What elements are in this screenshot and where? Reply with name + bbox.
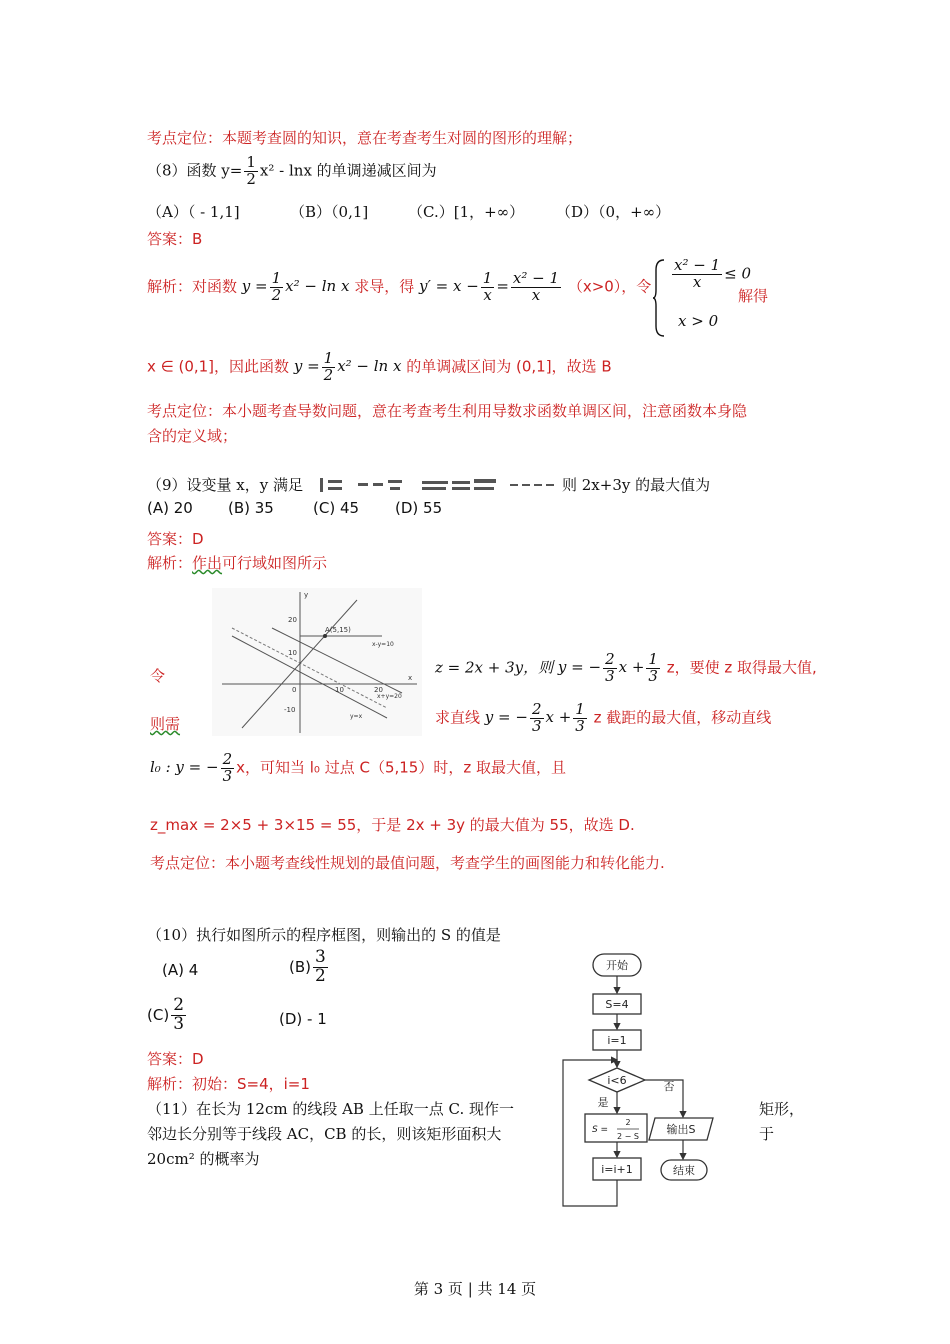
- q10-opt-b-den: 2: [315, 965, 326, 986]
- q8-sol-frac1-num: 1: [482, 269, 493, 287]
- q8-sol-func-frac-num: 1: [271, 269, 282, 287]
- q9-stem-prefix: （9）设变量 x，y 满足: [147, 476, 304, 494]
- q9-seek-frac1-num: 2: [531, 700, 542, 718]
- flow-yes-label: 是: [597, 1096, 609, 1109]
- q8-answer: 答案：B: [147, 230, 203, 248]
- q10-answer: 答案：D: [147, 1050, 204, 1068]
- point-a: [323, 634, 327, 638]
- q8-stem-suffix: x² - lnx 的单调递减区间为: [259, 161, 437, 180]
- q8-sol-func-frac-den: 2: [271, 285, 282, 304]
- flow-incr-text: i=i+1: [601, 1163, 633, 1176]
- q9-l0-line: [150, 752, 566, 785]
- flow-no-label: 否: [663, 1080, 675, 1093]
- graph-line3-label: y=x: [350, 713, 363, 720]
- q10-stem: （10）执行如图所示的程序框图，则输出的 S 的值是: [147, 926, 501, 944]
- q9-seek-line: [435, 702, 771, 735]
- q9-option-b: (B) 35: [228, 499, 274, 517]
- q9-option-c: (C) 45: [313, 499, 360, 517]
- q8-solution-line2: [147, 351, 612, 384]
- q8-option-d: （D）（0，+∞）: [556, 203, 671, 221]
- q8-system-num: x² − 1: [674, 256, 721, 274]
- q10-flowchart: [555, 950, 755, 1212]
- q10-opt-c-label: (C): [147, 1005, 170, 1024]
- feasible-region-svg: [212, 588, 422, 736]
- q9-seek-frac2-num: 1: [575, 700, 585, 718]
- q11-line3: 20cm² 的概率为: [147, 1150, 260, 1168]
- page-footer: 第 3 页 | 共 14 页: [413, 1280, 537, 1298]
- q9-seek-frac1-den: 3: [531, 716, 542, 735]
- q10-opt-b-num: 3: [315, 947, 326, 967]
- q8-frac-den: 2: [246, 169, 256, 188]
- brace-icon: [652, 258, 666, 338]
- q8-system-den: x: [692, 272, 702, 291]
- q8-system: [652, 256, 752, 338]
- blurred-constraints-image: [318, 474, 558, 496]
- q9-l0-b: x，可知当 l₀ 过点 C（5,15）时，z 取最大值，且: [236, 758, 566, 777]
- graph-y20: 20: [288, 616, 297, 624]
- q8-system-line2: x > 0: [678, 312, 719, 330]
- graph-x20: 20: [374, 686, 383, 694]
- q8-sol2-d: 的单调减区间为 (0,1]，故选 B: [406, 357, 612, 376]
- q8-point-note-1: 考点定位：本小题考查导数问题，意在考查考生利用导数求函数单调区间，注意函数本身隐: [147, 402, 748, 420]
- flow-start-text: 开始: [606, 959, 628, 972]
- q9-stem-suffix: 则 2x+3y 的最大值为: [562, 476, 711, 494]
- q10-option-c: [147, 997, 188, 1034]
- q9-z-line-c: x +: [618, 658, 645, 677]
- q8-sol-prefix: 解析：对函数: [147, 277, 238, 296]
- q9-l0-a: l₀ : y = −: [150, 758, 219, 777]
- q8-system-rel: ≤ 0: [724, 264, 752, 283]
- q9-seek-b: y = −: [484, 708, 528, 727]
- q8-sol2-frac-num: 1: [323, 349, 334, 367]
- q9-let-word: 令: [150, 667, 166, 685]
- q9-sol-intro-c: 可行域如图所示: [222, 554, 328, 572]
- q9-sol-intro-b: 作出: [192, 554, 223, 572]
- q10-option-a: (A) 4: [162, 961, 199, 979]
- q8-frac-num: 1: [246, 153, 256, 171]
- q9-point-note: 考点定位：本小题考查线性规划的最值问题，考查学生的画图能力和转化能力.: [150, 854, 665, 872]
- q10-option-b: [289, 949, 330, 986]
- q10-opt-c-den: 3: [173, 1013, 185, 1034]
- q8-sol-solve: 解得: [738, 287, 769, 305]
- q9-seek-a: 求直线: [435, 708, 481, 727]
- q10-option-d: (D) - 1: [279, 1010, 327, 1028]
- graph-line2-label: x+y=20: [377, 693, 402, 700]
- q11-line2-tail: 于: [759, 1125, 775, 1143]
- q8-option-b: （B）（0,1]: [290, 203, 369, 221]
- graph-origin: 0: [292, 686, 297, 694]
- q8-sol2-c: x² − ln x: [337, 357, 402, 376]
- q11-line1-tail: 矩形，: [759, 1100, 805, 1118]
- flow-output-text: 输出S: [666, 1123, 696, 1136]
- q9-then-word-text: 则需: [150, 715, 181, 733]
- q9-l0-frac-den: 3: [222, 766, 233, 785]
- q8-sol-deriv: y′ = x −: [419, 277, 479, 296]
- q9-solution-intro: [147, 552, 327, 573]
- q9-z-frac2-num: 1: [648, 650, 658, 668]
- q9-z-frac1-num: 2: [605, 650, 615, 668]
- flowchart-svg: [555, 950, 755, 1212]
- q9-answer: 答案：D: [147, 530, 204, 548]
- flow-s-init-text: S=4: [605, 998, 629, 1011]
- q8-option-c: （C.）[1，+∞）: [408, 203, 525, 221]
- flow-assign-lhs: S =: [591, 1125, 609, 1135]
- q10-opt-c-num: 2: [173, 995, 185, 1015]
- q8-sol-cond: （x>0），令: [567, 277, 652, 296]
- flow-end-text: 结束: [673, 1164, 695, 1177]
- q9-zmax-line: z_max = 2×5 + 3×15 = 55，于是 2x + 3y 的最大值为 55，故选 D.: [150, 816, 635, 834]
- flow-cond-text: i<6: [607, 1074, 627, 1087]
- q9-z-line: [435, 652, 817, 685]
- q8-sol2-a: x ∈ (0,1]，因此函数: [147, 357, 290, 376]
- q8-sol2-b: y =: [293, 357, 320, 376]
- graph-x10: 10: [335, 686, 344, 694]
- q8-option-a: （A）（ - 1,1]: [147, 203, 240, 221]
- q7-point-note: 考点定位：本题考查圆的知识，意在考查考生对圆的图形的理解；: [147, 129, 583, 147]
- q9-then-word: [150, 713, 180, 734]
- q10-opt-b-label: (B): [289, 957, 311, 976]
- q9-seek-d: z 截距的最大值，移动直线: [593, 708, 772, 727]
- q8-sol-func-b: x² − ln x: [285, 277, 350, 296]
- q9-z-line-d: z，要使 z 取得最大值,: [666, 658, 817, 677]
- q8-solution-line1: [147, 271, 651, 304]
- q9-feasible-region-graph: [212, 588, 422, 736]
- q9-seek-frac2-den: 3: [575, 716, 585, 735]
- q9-z-line-a: z = 2x + 3y，则: [435, 658, 554, 677]
- q11-line1: （11）在长为 12cm 的线段 AB 上任取一点 C. 现作一: [147, 1100, 514, 1118]
- q9-constraint-image: [318, 474, 558, 496]
- q8-sol-frac2-num: x² − 1: [512, 269, 560, 287]
- graph-y-label: y: [304, 591, 309, 599]
- q9-seek-c: x +: [545, 708, 572, 727]
- q8-sol2-frac-den: 2: [323, 365, 334, 384]
- q9-z-frac1-den: 3: [605, 666, 615, 685]
- q8-sol-func-a: y =: [241, 277, 268, 296]
- q8-sol-frac2-den: x: [531, 285, 541, 304]
- q9-sol-intro: 解析：: [147, 554, 193, 572]
- graph-yneg10: -10: [284, 706, 296, 714]
- q8-sol-eq: =: [496, 277, 509, 296]
- graph-point-a-label: A(5,15): [325, 626, 351, 634]
- q8-stem: [147, 155, 437, 188]
- q9-option-a: (A) 20: [147, 499, 193, 517]
- q10-solution: 解析：初始：S=4，i=1: [147, 1075, 310, 1093]
- graph-x-label: x: [408, 674, 413, 682]
- graph-y10: 10: [288, 649, 297, 657]
- flow-i-init-text: i=1: [607, 1034, 627, 1047]
- q8-stem-prefix: （8）函数 y=: [147, 161, 243, 180]
- q11-line2: 邻边长分别等于线段 AC，CB 的长，则该矩形面积大: [147, 1125, 502, 1143]
- q8-sol-frac1-den: x: [483, 285, 492, 304]
- q9-z-line-b: y = −: [557, 658, 602, 677]
- flow-assign-num: 2: [625, 1118, 631, 1127]
- q8-point-note-2: 含的定义域；: [147, 427, 238, 445]
- graph-line1-label: x-y=10: [372, 641, 394, 648]
- q9-option-d: (D) 55: [395, 499, 443, 517]
- q9-z-frac2-den: 3: [648, 666, 658, 685]
- q9-l0-frac-num: 2: [222, 750, 233, 768]
- flow-assign-den: 2 − S: [617, 1132, 639, 1141]
- q8-sol-mid: 求导，得: [354, 277, 415, 296]
